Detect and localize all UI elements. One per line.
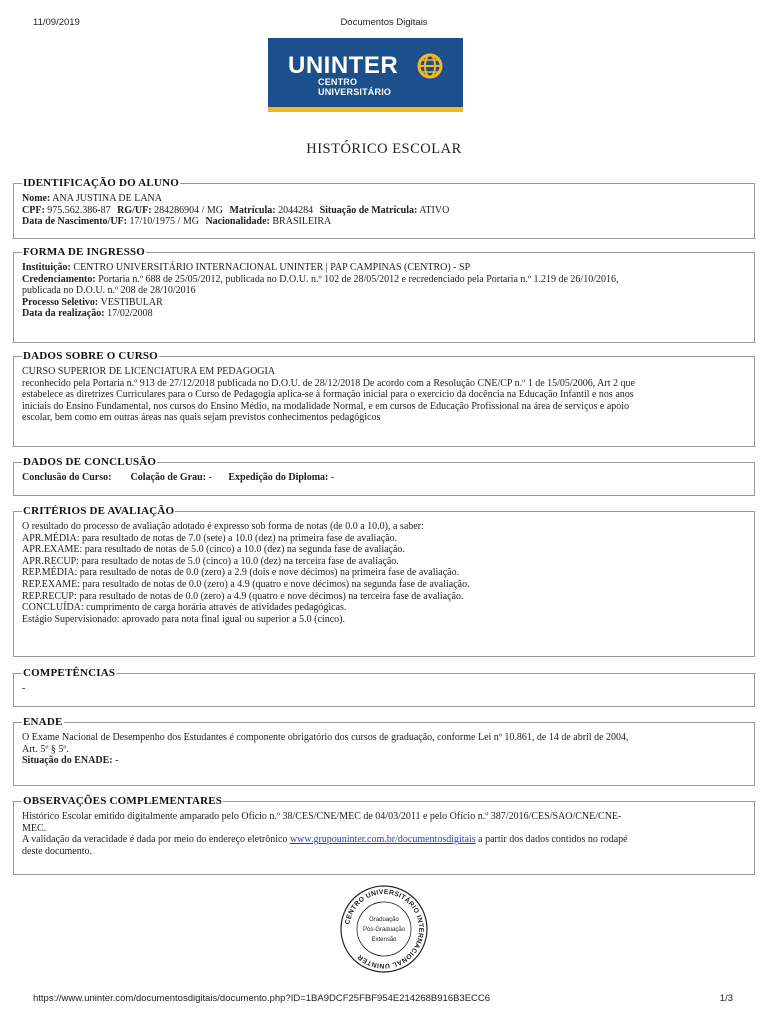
section-ingresso	[13, 246, 755, 343]
section-legend: FORMA DE INGRESSO	[23, 246, 145, 258]
logo-line-2: UNIVERSITÁRIO	[318, 87, 392, 97]
criterio-line: REP.RECUP: para resultado de notas de 0.0 (zero) a 4.9 (quatro e nove décimos) na terceira fase de avaliação.	[22, 590, 464, 602]
validation-link[interactable]: www.grupouninter.com.br/documentosdigitais	[289, 834, 476, 846]
logo-line-1: CENTRO	[318, 77, 358, 87]
expedicao-value: -	[330, 472, 335, 483]
criterio-line: O resultado do processo de avaliação adotado é expresso sob forma de notas (de 0.0 a 10.0), a saber:	[22, 521, 424, 532]
institution-seal	[339, 884, 429, 974]
course-text-line: iniciais do Ensino Fundamental, nos cursos do Ensino Médio, na modalidade Normal, e em cursos de Educação Profissional na área de serviços e apoio	[22, 400, 630, 412]
document-title: HISTÓRICO ESCOLAR	[306, 141, 462, 157]
enade-text-line: Art. 5º § 5º.	[22, 743, 70, 755]
criterio-line: APR.MÉDIA: para resultado de notas de 7.0 (sete) a 10.0 (dez) na primeira fase de avaliação.	[22, 532, 398, 544]
data-realizacao-value: 17/02/2008	[107, 308, 153, 320]
print-url: https://www.uninter.com/documentosdigitais/documento.php?ID=1BA9DCF25FBF954E214268B916B3ECC6	[33, 993, 491, 1004]
obs-line: deste documento.	[22, 845, 92, 857]
globe-icon	[416, 52, 444, 80]
criterio-line: CONCLUÍDA: cumprimento de carga horária através de atividades pedagógicas.	[22, 602, 347, 614]
nationality-value: BRASILEIRA	[272, 216, 332, 228]
section-criterios	[13, 505, 755, 657]
matricula-value: 2044284	[278, 204, 314, 216]
criterio-line: APR.EXAME: para resultado de notas de 5.0 (cinco) a 10.0 (dez) na segunda fase de avaliação.	[22, 544, 405, 556]
print-page-number: 1/3	[719, 993, 733, 1004]
seal-item: Extensão	[371, 937, 397, 943]
student-name: ANA JUSTINA DE LANA	[52, 193, 163, 204]
section-legend: DADOS SOBRE O CURSO	[23, 350, 158, 362]
situacao-value: ATIVO	[419, 204, 450, 216]
credenciamento-line: Credenciamento: Portaria n.º 688 de 25/05/2012, publicada no D.O.U. n.º 102 de 28/05/2012 e recredenciado pela Portaria n.º 1.219 de 26/10/2016,	[22, 273, 619, 285]
competencias-value: -	[22, 683, 26, 694]
section-conclusao	[13, 456, 755, 496]
criterio-line: APR.RECUP: para resultado de notas de 5.0 (cinco) a 10.0 (dez) na terceira fase de avaliação.	[22, 555, 399, 567]
conclusao-line: Conclusão do Curso: Colação de Grau: - Expedição do Diploma: -	[22, 472, 335, 483]
section-identificacao	[13, 177, 755, 239]
section-legend: DADOS DE CONCLUSÃO	[23, 456, 157, 468]
processo-value: VESTIBULAR	[100, 296, 163, 308]
section-legend: IDENTIFICAÇÃO DO ALUNO	[23, 177, 179, 189]
credenciamento-line-2: publicada no D.O.U. n.º 208 de 28/10/2016	[22, 285, 196, 297]
print-date: 11/09/2019	[33, 17, 80, 28]
enade-situacao-value: -	[115, 755, 119, 767]
section-legend: CRITÉRIOS DE AVALIAÇÃO	[23, 505, 175, 517]
section-competencias	[13, 667, 755, 707]
seal-item: Graduação	[369, 917, 399, 923]
obs-line: Histórico Escolar emitido digitalmente amparado pelo Ofício n.º 38/CES/CNE/MEC de 04/03/2011 e pelo Ofício n.º 387/2016/CES/SAO/CNE/CNE-	[22, 811, 622, 822]
section-legend: ENADE	[23, 716, 63, 728]
section-legend: OBSERVAÇÕES COMPLEMENTARES	[23, 795, 223, 807]
course-text-line: escolar, bem como em outras áreas nas quais sejam previstos conhecimentos pedagógicos	[22, 412, 381, 424]
uninter-logo	[268, 38, 463, 112]
criterio-line: Estágio Supervisionado: aprovado para nota final igual ou superior a 5.0 (cinco).	[22, 613, 345, 625]
seal-ring-text: CENTRO UNIVERSITÁRIO INTERNACIONAL UNINTER	[344, 888, 425, 970]
criterio-line: REP.MÉDIA: para resultado de notas de 0.0 (zero) a 2.9 (dois e nove décimos) na primeira fase de avaliação.	[22, 567, 460, 579]
data-realizacao-line: Data da realização: 17/02/2008	[22, 308, 153, 320]
enade-text-line: O Exame Nacional de Desempenho dos Estudantes é componente obrigatório dos cursos de graduação, conforme Lei nº 10.861, de 14 de abril de 2004,	[22, 732, 629, 743]
processo-line: Processo Seletivo: VESTIBULAR	[22, 296, 163, 308]
section-legend: COMPETÊNCIAS	[23, 667, 116, 679]
instituicao-line: Instituição: CENTRO UNIVERSITÁRIO INTERNACIONAL UNINTER | PAP CAMPINAS (CENTRO) - SP	[22, 262, 471, 273]
rg-value: 284286904 / MG	[154, 204, 223, 216]
course-name: CURSO SUPERIOR DE LICENCIATURA EM PEDAGOGIA	[22, 366, 276, 377]
obs-line: MEC.	[22, 822, 47, 834]
print-page-title: Documentos Digitais	[340, 17, 428, 28]
cpf-value: 975.562.386-87	[47, 204, 111, 216]
section-curso	[13, 350, 755, 447]
criterio-line: REP.EXAME: para resultado de notas de 0.0 (zero) a 4.9 (quatro e nove décimos) na segunda fase de avaliação.	[22, 578, 470, 590]
course-text-line: estabelece as diretrizes Curriculares para o Curso de Pedagogia aplica-se à formação inicial para o exercício da docência na Educação Infantil e nos anos	[22, 389, 634, 401]
student-name-line: Nome: ANA JUSTINA DE LANA	[22, 193, 163, 204]
birth-value: 17/10/1975 / MG	[129, 216, 199, 228]
seal-item: Pós-Graduação	[362, 927, 406, 933]
student-docs-line: CPF: 975.562.386-87 RG/UF: 284286904 / MG Matrícula: 2044284 Situação de Matrícula: ATIVO	[22, 204, 450, 216]
credenciamento-value: Portaria n.º 688 de 25/05/2012, publicada no D.O.U. n.º 102 de 28/05/2012 e recredenciado pela Portaria n.º 1.219 de 26/10/2016,	[98, 273, 619, 285]
section-observacoes	[13, 795, 755, 875]
course-text-line: reconhecido pela Portaria n.º 913 de 27/12/2018 publicada no D.O.U. de 28/12/2018 De acordo com a Resolução CNE/CP n.º 1 de 15/05/2006, Art 2 que	[22, 377, 635, 389]
obs-validation-line: A validação da veracidade é dada por meio do endereço eletrônico www.grupouninter.com.br/documentosdigitais a partir dos dados contidos no rodapé	[22, 834, 628, 846]
enade-situacao-line: Situação do ENADE: -	[22, 755, 119, 767]
colacao-value: -	[208, 472, 212, 483]
logo-wordmark: UNINTER	[288, 52, 399, 79]
student-birth-line: Data de Nascimento/UF: 17/10/1975 / MG Nacionalidade: BRASILEIRA	[22, 216, 332, 228]
instituicao-value: CENTRO UNIVERSITÁRIO INTERNACIONAL UNINTER | PAP CAMPINAS (CENTRO) - SP	[73, 262, 471, 273]
section-enade	[13, 716, 755, 786]
